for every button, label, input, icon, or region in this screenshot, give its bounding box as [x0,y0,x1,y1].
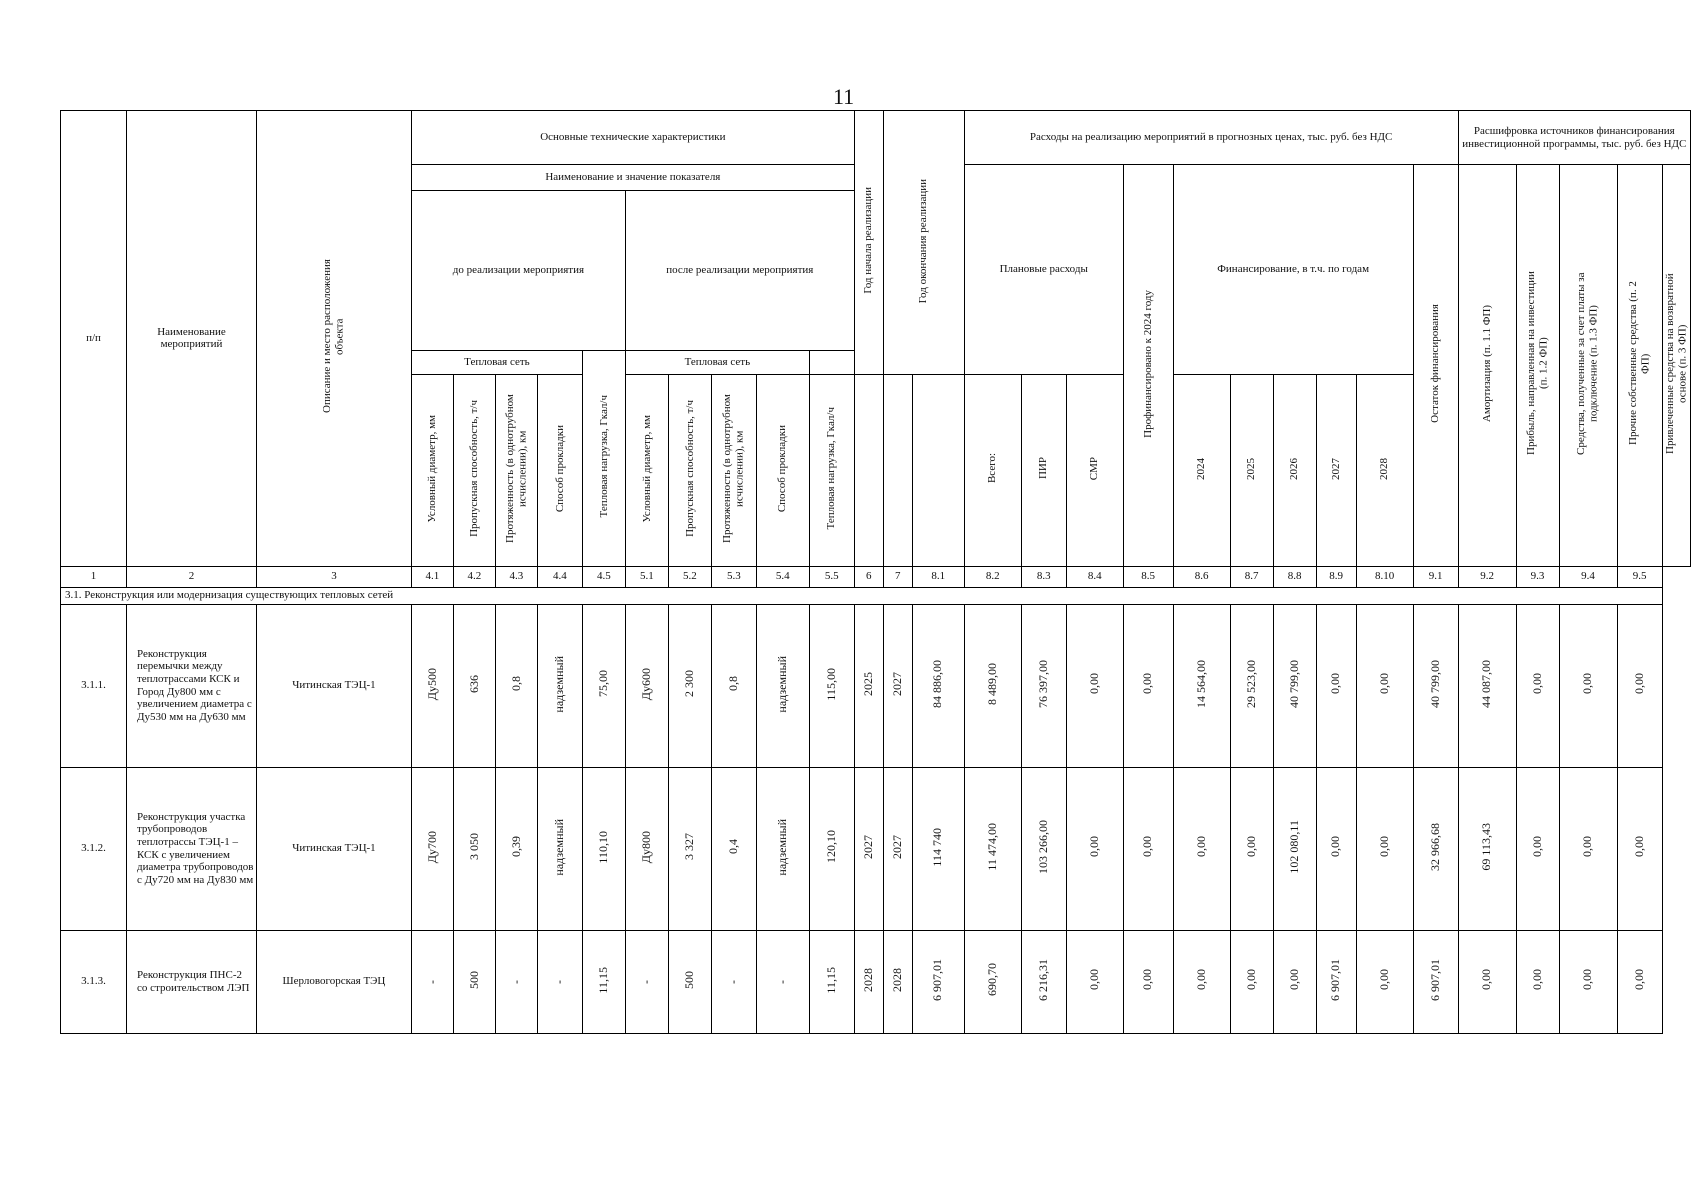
col-num: 5.5 [809,566,854,587]
col-num: 9.5 [1617,566,1662,587]
header-heat-network-after: Тепловая сеть [625,351,809,375]
cell-other-own: 0,00 [1580,673,1595,695]
cell-start-year: 2028 [860,967,875,992]
cell-end-year: 2027 [889,834,904,859]
col-num: 5.2 [668,566,711,587]
cell-2028: 6 907,01 [1328,958,1343,1001]
header-heat-load-before: Тепловая нагрузка, Гкал/ч [582,351,625,567]
col-num: 4.1 [411,566,453,587]
cell-2024: 0,00 [1140,673,1155,695]
cell-borrowed: 0,00 [1631,836,1646,858]
cell-diameter-after: Ду800 [638,830,653,863]
header-sources: Расшифровка источников финансирования инвестиционной программы, тыс. руб. без НДС [1458,111,1690,165]
header-indicator: Наименование и значение показателя [411,165,854,191]
col-num: 9.2 [1458,566,1516,587]
col-num: 8.3 [1021,566,1066,587]
header-length-before: Протяженность (в однотрубном исчислении), км [495,375,537,567]
cell-diameter-before: - [424,980,439,985]
header-fees: Средства, полученные за счет платы за подключение (п. 1.3 ФП) [1559,165,1617,567]
cell-2025: 0,00 [1193,969,1208,991]
row-name: Реконструкция перемычки между теплотрассами КСК и Город Ду800 мм с увеличением диаметра с Ду530 мм на Ду630 мм [126,604,256,767]
row-pp: 3.1.3. [61,930,127,1033]
cell-borrowed: 0,00 [1631,969,1646,991]
row-pp: 3.1.1. [61,604,127,767]
col-num: 8.9 [1316,566,1356,587]
header-financing-years: Финансирование, в т.ч. по годам [1173,165,1413,375]
header-before: до реализации мероприятия [411,191,625,351]
cell-length-after: 0,8 [725,676,740,692]
cell-start-year: 2027 [860,834,875,859]
cell-laying-after: надземный [774,818,789,876]
section-title: 3.1. Реконструкция или модернизация существующих тепловых сетей [61,587,1663,604]
cell-amortization: 40 799,00 [1427,659,1442,708]
page-number: 11 [833,84,855,109]
col-num: 8.2 [964,566,1021,587]
col-num: 9.3 [1516,566,1559,587]
cell-laying-after: надземный [774,655,789,713]
cell-capacity-after: 500 [681,970,696,989]
cell-heat-load-after: 115,00 [823,667,838,701]
cell-smr: 6 216,31 [1035,958,1050,1001]
table-row [61,767,1691,930]
cell-2027: 0,00 [1286,969,1301,991]
col-num: 4.4 [537,566,582,587]
cell-length-before: 0,39 [508,836,523,858]
cell-2026: 0,00 [1243,836,1258,858]
header-diameter-before: Условный диаметр, мм [411,375,453,567]
cell-diameter-after: - [638,980,653,985]
header-expenses: Расходы на реализацию мероприятий в прогнозных ценах, тыс. руб. без НДС [964,111,1458,165]
cell-capacity-after: 3 327 [681,833,696,861]
cell-capacity-after: 2 300 [681,670,696,698]
cell-total: 84 886,00 [930,659,945,708]
row-name: Реконструкция участка трубопроводов теплотрассы ТЭЦ-1 – КСК с увеличением диаметра трубопроводов с Ду720 мм на Ду830 мм [126,767,256,930]
cell-diameter-before: Ду500 [424,667,439,700]
cell-length-after: 0,4 [725,839,740,855]
header-name: Наименование мероприятий [126,111,256,567]
cell-laying-after: - [774,980,789,985]
cell-length-before: 0,8 [508,676,523,692]
header-capacity-before: Пропускная способность, т/ч [453,375,495,567]
col-num: 5.3 [711,566,756,587]
cell-prefinanced: 0,00 [1086,836,1101,858]
cell-laying-before: надземный [551,655,566,713]
col-num: 4.3 [495,566,537,587]
cell-2025: 0,00 [1193,836,1208,858]
section-title-row [61,587,1691,604]
header-prefinanced: Профинансировано к 2024 году [1123,165,1173,567]
cell-profit: 0,00 [1479,969,1494,991]
col-num: 8.8 [1273,566,1316,587]
cell-remainder: 0,00 [1376,673,1391,695]
cell-pir: 11 474,00 [984,823,999,871]
col-num: 8.6 [1173,566,1230,587]
header-end-year: Год окончания реализации [883,111,964,375]
row-description: Шерловогорская ТЭЦ [256,930,411,1033]
cell-pir: 690,70 [984,963,999,997]
row-pp: 3.1.2. [61,767,127,930]
cell-heat-load-after: 120,10 [823,830,838,864]
cell-2024: 0,00 [1140,969,1155,991]
cell-length-before: - [508,980,523,985]
cell-heat-load-before: 75,00 [595,670,610,698]
cell-laying-before: надземный [551,818,566,876]
header-length-after: Протяженность (в однотрубном исчислении), км [711,375,756,567]
cell-total: 6 907,01 [930,958,945,1001]
col-num: 4.5 [582,566,625,587]
header-capacity-after: Пропускная способность, т/ч [668,375,711,567]
cell-diameter-after: Ду600 [638,667,653,700]
cell-smr: 103 266,00 [1035,819,1050,874]
cell-2028: 0,00 [1328,836,1343,858]
col-num: 6 [854,566,883,587]
header-start-blank [854,375,883,567]
header-amortization: Амортизация (п. 1.1 ФП) [1458,165,1516,567]
col-num: 8.5 [1123,566,1173,587]
header-pir: ПИР [1021,375,1066,567]
column-number-row [61,566,1691,587]
cell-2027: 40 799,00 [1286,659,1301,708]
cell-amortization: 32 966,68 [1427,822,1442,871]
cell-amortization: 6 907,01 [1427,958,1442,1001]
header-year-2027: 2027 [1316,375,1356,567]
header-start-year: Год начала реализации [854,111,883,375]
col-num: 3 [256,566,411,587]
header-end-blank-a [883,375,912,567]
header-profit: Прибыль, направленная на инвестиции (п. 1.2 ФП) [1516,165,1559,567]
header-pp: п/п [61,111,127,567]
header-other-own: Прочие собственные средства (п. 2 ФП) [1617,165,1662,567]
row-name: Реконструкция ПНС-2 со строительством ЛЭП [126,930,256,1033]
header-heat-network-before: Тепловая сеть [411,351,582,375]
cell-2027: 102 080,11 [1286,820,1301,874]
cell-remainder: 0,00 [1376,969,1391,991]
header-end-blank-b [912,375,964,567]
cell-smr: 76 397,00 [1035,659,1050,708]
cell-heat-load-after: 11,15 [823,966,838,994]
col-num: 9.1 [1413,566,1458,587]
cell-end-year: 2027 [889,671,904,696]
row-description: Читинская ТЭЦ-1 [256,604,411,767]
header-row-a [61,111,1691,165]
cell-capacity-before: 636 [466,674,481,693]
row-description: Читинская ТЭЦ-1 [256,767,411,930]
cell-heat-load-before: 110,10 [595,830,610,864]
header-description: Описание и место расположения объекта [256,111,411,567]
cell-pir: 8 489,00 [984,662,999,705]
header-year-2024: 2024 [1173,375,1230,567]
cell-profit: 44 087,00 [1479,659,1494,708]
cell-profit: 69 113,43 [1479,823,1494,871]
col-num: 8.1 [912,566,964,587]
header-heat-load-after: Тепловая нагрузка, Гкал/ч [809,375,854,567]
col-num: 7 [883,566,912,587]
cell-capacity-before: 3 050 [466,833,481,861]
cell-2026: 0,00 [1243,969,1258,991]
investment-program-table [60,110,1691,1034]
cell-length-after: - [725,980,740,985]
header-smr: СМР [1066,375,1123,567]
header-after: после реализации мероприятия [625,191,854,351]
cell-2026: 29 523,00 [1243,659,1258,708]
cell-laying-before: - [551,980,566,985]
cell-fees: 0,00 [1529,836,1544,858]
col-num: 9.4 [1559,566,1617,587]
cell-total: 114 740 [930,827,945,867]
cell-other-own: 0,00 [1580,836,1595,858]
header-borrowed: Привлеченные средства на возвратной основе (п. 3 ФП) [1662,165,1690,567]
col-num: 5.1 [625,566,668,587]
cell-2025: 14 564,00 [1193,659,1208,708]
cell-prefinanced: 0,00 [1086,673,1101,695]
cell-end-year: 2028 [889,967,904,992]
header-planned: Плановые расходы [964,165,1123,375]
cell-remainder: 0,00 [1376,836,1391,858]
col-num: 2 [126,566,256,587]
col-num: 8.4 [1066,566,1123,587]
header-year-2025: 2025 [1230,375,1273,567]
cell-fees: 0,00 [1529,969,1544,991]
col-num: 8.7 [1230,566,1273,587]
header-diameter-after: Условный диаметр, мм [625,375,668,567]
cell-fees: 0,00 [1529,673,1544,695]
cell-borrowed: 0,00 [1631,673,1646,695]
table-row [61,930,1691,1033]
col-num: 8.10 [1356,566,1413,587]
col-num: 1 [61,566,127,587]
header-laying-after: Способ прокладки [756,375,809,567]
header-year-2028: 2028 [1356,375,1413,567]
cell-prefinanced: 0,00 [1086,969,1101,991]
cell-heat-load-before: 11,15 [595,966,610,994]
cell-other-own: 0,00 [1580,969,1595,991]
header-laying-before: Способ прокладки [537,375,582,567]
cell-2024: 0,00 [1140,836,1155,858]
header-year-2026: 2026 [1273,375,1316,567]
cell-2028: 0,00 [1328,673,1343,695]
cell-capacity-before: 500 [466,970,481,989]
table-row [61,604,1691,767]
header-total: Всего: [964,375,1021,567]
col-num: 4.2 [453,566,495,587]
header-tech-chars: Основные технические характеристики [411,111,854,165]
cell-diameter-before: Ду700 [424,830,439,863]
header-remainder: Остаток финансирования [1413,165,1458,567]
cell-start-year: 2025 [860,671,875,696]
col-num: 5.4 [756,566,809,587]
